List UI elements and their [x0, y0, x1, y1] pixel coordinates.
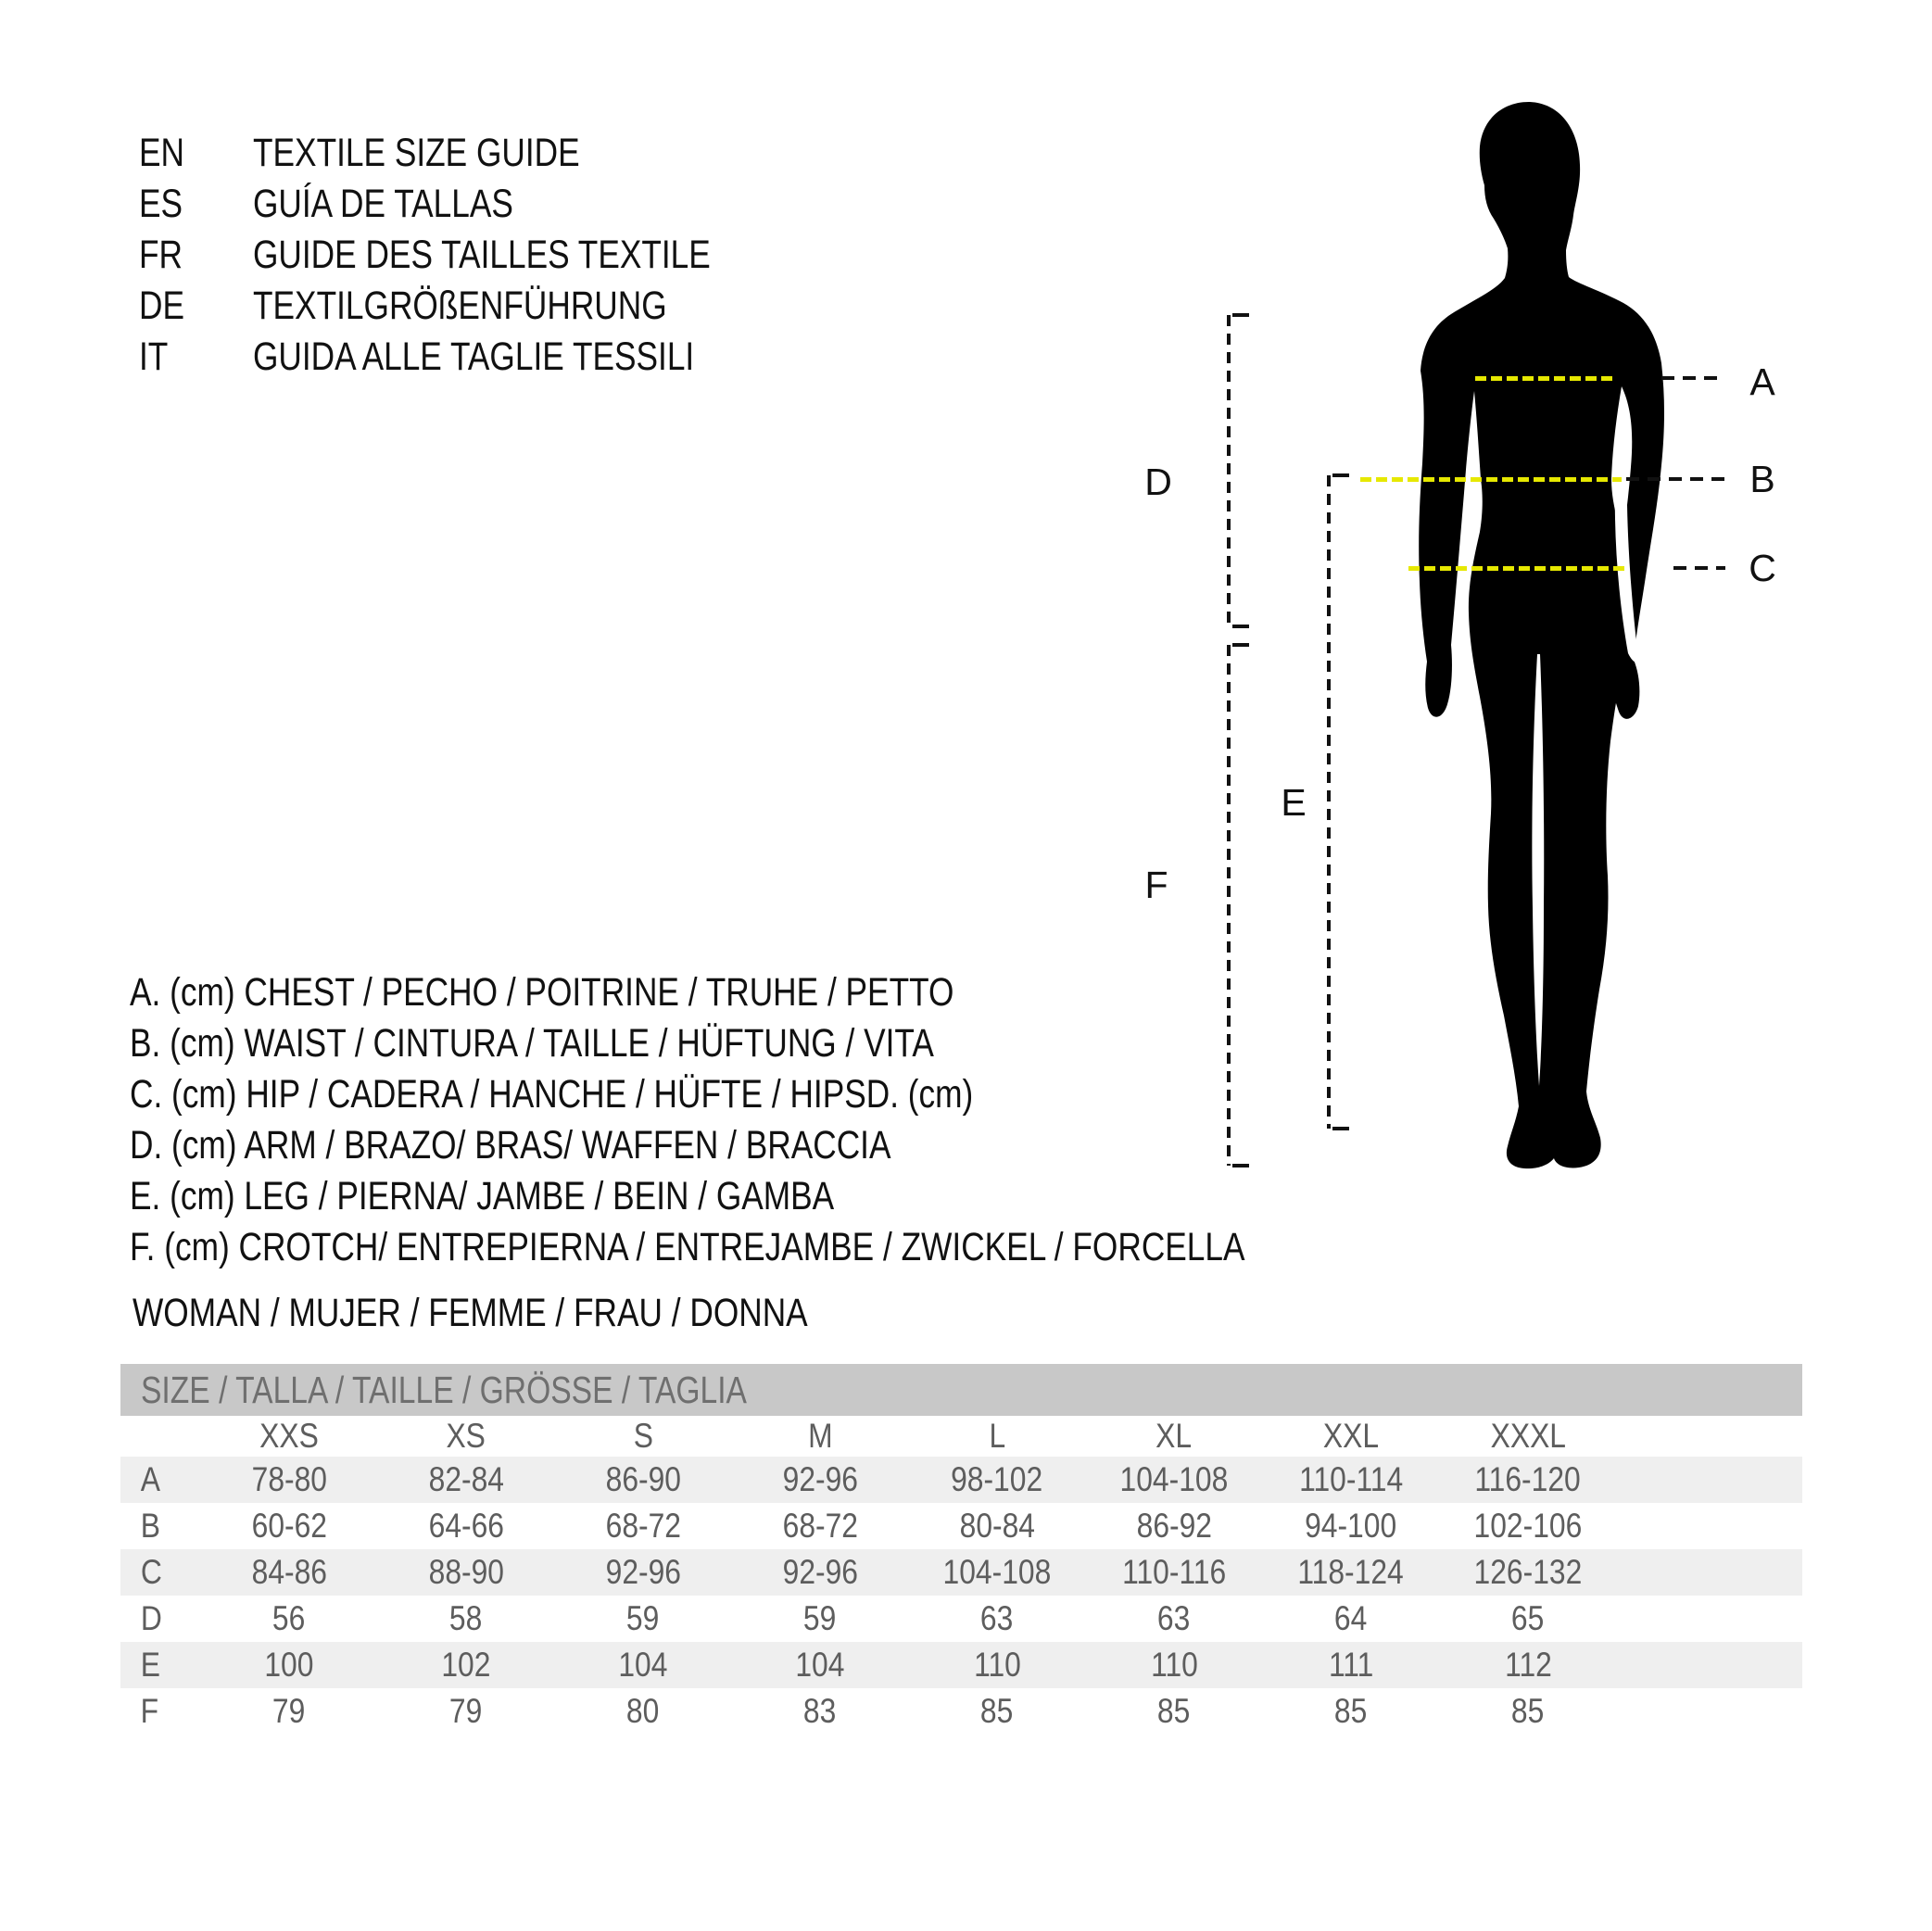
- size-value-cell: 85: [1334, 1692, 1368, 1730]
- size-value-cell: 86-92: [1136, 1507, 1212, 1545]
- size-value-cell: 116-120: [1474, 1460, 1582, 1498]
- size-value-cell: 104: [618, 1646, 668, 1684]
- size-value-cell: 80-84: [959, 1507, 1035, 1545]
- size-value-cell: 84-86: [251, 1553, 327, 1591]
- measurement-legend-row: [130, 967, 1490, 1018]
- row-measure-label: A: [140, 1460, 160, 1498]
- size-column-header: XS: [446, 1417, 486, 1455]
- row-measure-label: F: [140, 1692, 159, 1730]
- size-value-cell: 110: [973, 1646, 1021, 1684]
- size-table-row: [120, 1503, 1802, 1549]
- size-column-header: XXS: [259, 1417, 319, 1455]
- size-table-header-label: SIZE / TALLA / TAILLE / GRÖSSE / TAGLIA: [141, 1369, 747, 1411]
- size-value-cell: 79: [272, 1692, 306, 1730]
- size-value-cell: 92-96: [782, 1553, 858, 1591]
- size-value-cell: 88-90: [428, 1553, 504, 1591]
- size-column-header: M: [807, 1417, 833, 1455]
- measurement-legend-text: A. (cm) CHEST / PECHO / POITRINE / TRUHE / PETTO: [130, 970, 954, 1015]
- size-value-cell: 60-62: [251, 1507, 327, 1545]
- measure-end-tick: [1332, 473, 1349, 477]
- size-value-cell: 110: [1150, 1646, 1198, 1684]
- size-value-cell: 83: [803, 1692, 837, 1730]
- size-value-cell: 82-84: [428, 1460, 504, 1498]
- guide-title: TEXTILGRÖßENFÜHRUNG: [253, 284, 667, 328]
- guide-title: GUÍA DE TALLAS: [253, 182, 513, 226]
- guide-title: TEXTILE SIZE GUIDE: [253, 131, 580, 175]
- size-value-cell: 104-108: [1119, 1460, 1229, 1498]
- size-value-cell: 85: [1511, 1692, 1545, 1730]
- size-value-cell: 59: [803, 1599, 837, 1637]
- length-measure-line: [1227, 315, 1231, 626]
- gender-heading: [133, 1290, 956, 1336]
- measurement-legend-row: [130, 1018, 1490, 1069]
- measure-end-tick: [1232, 313, 1249, 317]
- size-value-cell: 68-72: [605, 1507, 681, 1545]
- size-value-cell: 79: [449, 1692, 483, 1730]
- size-value-cell: 68-72: [782, 1507, 858, 1545]
- size-table-row: [120, 1457, 1802, 1503]
- size-value-cell: 64-66: [428, 1507, 504, 1545]
- size-value-cell: 64: [1334, 1599, 1368, 1637]
- language-code: IT: [139, 334, 169, 379]
- row-measure-label: E: [140, 1646, 160, 1684]
- girth-measure-dash: [1360, 477, 1622, 482]
- size-value-cell: 78-80: [251, 1460, 327, 1498]
- measure-end-tick: [1232, 643, 1249, 647]
- size-value-cell: 102: [441, 1646, 491, 1684]
- row-measure-label: B: [140, 1507, 160, 1545]
- size-value-cell: 85: [980, 1692, 1014, 1730]
- guide-title: GUIDE DES TAILLES TEXTILE: [253, 233, 711, 277]
- size-value-cell: 102-106: [1473, 1507, 1583, 1545]
- size-value-cell: 92-96: [605, 1553, 681, 1591]
- measurement-legend-text: C. (cm) HIP / CADERA / HANCHE / HÜFTE / HIPSD. (cm): [130, 1072, 974, 1117]
- language-code: EN: [139, 131, 184, 175]
- measurement-legend-row: [130, 1069, 1490, 1120]
- measurement-legend: [130, 967, 1490, 1273]
- measurement-legend-row: [130, 1222, 1490, 1273]
- size-column-header: XXL: [1322, 1417, 1380, 1455]
- girth-measure-dash: [1408, 566, 1629, 571]
- size-value-cell: 59: [626, 1599, 660, 1637]
- size-value-cell: 94-100: [1305, 1507, 1397, 1545]
- language-code: ES: [139, 182, 183, 226]
- girth-leader-dash: [1673, 566, 1725, 570]
- girth-marker-label: B: [1749, 458, 1775, 500]
- size-value-cell: 98-102: [951, 1460, 1043, 1498]
- size-value-cell: 63: [1157, 1599, 1191, 1637]
- gender-heading-text: WOMAN / MUJER / FEMME / FRAU / DONNA: [133, 1291, 808, 1335]
- size-table-row: [120, 1596, 1802, 1642]
- size-value-cell: 56: [272, 1599, 306, 1637]
- language-code: DE: [139, 284, 184, 328]
- row-measure-label: C: [140, 1553, 162, 1591]
- size-table-column-headers: [120, 1416, 1802, 1457]
- language-code: FR: [139, 233, 183, 277]
- size-value-cell: 58: [449, 1599, 483, 1637]
- size-value-cell: 104: [795, 1646, 845, 1684]
- size-value-cell: 112: [1504, 1646, 1552, 1684]
- size-value-cell: 85: [1157, 1692, 1191, 1730]
- measurement-legend-text: E. (cm) LEG / PIERNA/ JAMBE / BEIN / GAMBA: [130, 1174, 835, 1218]
- size-value-cell: 126-132: [1473, 1553, 1583, 1591]
- size-table-row: [120, 1549, 1802, 1596]
- size-value-cell: 65: [1511, 1599, 1545, 1637]
- guide-title: GUIDA ALLE TAGLIE TESSILI: [253, 334, 695, 379]
- size-value-cell: 111: [1328, 1646, 1374, 1684]
- length-marker-label: E: [1281, 781, 1307, 824]
- measurement-legend-text: B. (cm) WAIST / CINTURA / TAILLE / HÜFTUNG / VITA: [130, 1021, 934, 1066]
- size-column-header: XL: [1155, 1417, 1193, 1455]
- measurement-legend-text: F. (cm) CROTCH/ ENTREPIERNA / ENTREJAMBE / ZWICKEL / FORCELLA: [130, 1225, 1245, 1269]
- length-marker-label: D: [1144, 461, 1172, 503]
- measurement-legend-row: [130, 1171, 1490, 1222]
- size-column-header: L: [989, 1417, 1005, 1455]
- size-table-row: [120, 1688, 1802, 1735]
- girth-leader-dash: [1661, 376, 1725, 380]
- size-value-cell: 86-90: [605, 1460, 681, 1498]
- size-value-cell: 118-124: [1297, 1553, 1405, 1591]
- size-table-header-bar: [120, 1364, 1802, 1416]
- girth-marker-label: A: [1749, 360, 1775, 403]
- size-column-header: S: [633, 1417, 653, 1455]
- girth-marker-label: C: [1749, 547, 1776, 589]
- size-value-cell: 110-114: [1298, 1460, 1404, 1498]
- row-measure-label: D: [140, 1599, 162, 1637]
- measurement-legend-row: [130, 1120, 1490, 1171]
- size-value-cell: 92-96: [782, 1460, 858, 1498]
- measure-end-tick: [1232, 625, 1249, 628]
- measurement-legend-text: D. (cm) ARM / BRAZO/ BRAS/ WAFFEN / BRACCIA: [130, 1123, 891, 1167]
- length-marker-label: F: [1144, 864, 1168, 906]
- size-value-cell: 110-116: [1121, 1553, 1227, 1591]
- size-value-cell: 104-108: [942, 1553, 1052, 1591]
- size-value-cell: 80: [626, 1692, 660, 1730]
- girth-leader-dash: [1626, 477, 1725, 481]
- girth-measure-dash: [1475, 376, 1615, 381]
- size-column-header: XXXL: [1490, 1417, 1566, 1455]
- size-value-cell: 100: [264, 1646, 314, 1684]
- size-table-row: [120, 1642, 1802, 1688]
- size-value-cell: 63: [980, 1599, 1014, 1637]
